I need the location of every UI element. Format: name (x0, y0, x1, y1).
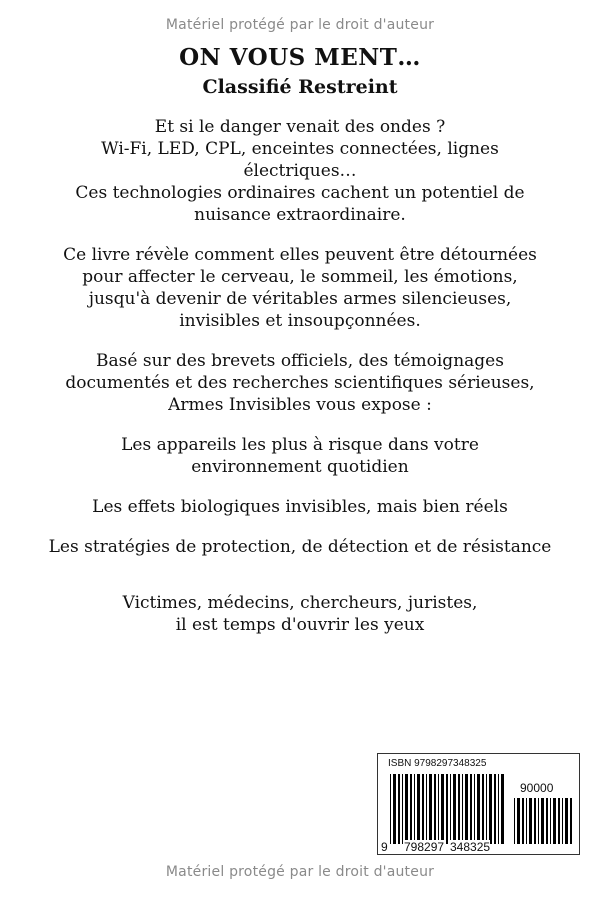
text-line: invisibles et insoupçonnées. (179, 311, 421, 331)
barcode-digit-first: 9 (381, 840, 388, 854)
barcode-stripe (529, 798, 532, 844)
text-line: pour affecter le cerveau, le sommeil, les émotions, (82, 267, 518, 287)
barcode-stripe (426, 774, 427, 844)
barcode-stripe (450, 774, 451, 844)
paragraph-sources (40, 350, 560, 416)
barcode-stripe (570, 798, 572, 844)
barcode-stripe (553, 798, 556, 844)
text-line: Armes Invisibles vous expose : (168, 395, 432, 415)
book-title: ON VOUS MENT… (179, 44, 421, 71)
barcode-stripe (498, 774, 499, 844)
barcode-stripe (514, 798, 515, 844)
copyright-watermark-top: Matériel protégé par le droit d'auteur (165, 17, 435, 33)
paragraph-point-devices (40, 434, 560, 478)
paragraph-point-strategies (40, 536, 560, 558)
text-line: documentés et des recherches scientifiques sérieuses, (65, 373, 535, 393)
main-barcode-bars (390, 774, 504, 844)
barcode-stripe (494, 774, 496, 844)
price-code: 90000 (520, 781, 554, 795)
barcode-stripe (441, 774, 444, 844)
barcode-stripe (558, 798, 560, 844)
book-subtitle: Classifié Restreint (202, 76, 398, 98)
barcode-stripe (534, 798, 536, 844)
barcode-stripe (398, 774, 400, 844)
text-line: Victimes, médecins, chercheurs, juristes, (122, 593, 478, 613)
barcode-stripe (446, 774, 448, 844)
barcode-digit-group1: 798297 (404, 840, 445, 854)
barcode-stripe (522, 798, 524, 844)
paragraph-intro (40, 116, 560, 226)
barcode-stripe (462, 774, 463, 844)
barcode-stripe (414, 774, 415, 844)
barcode-stripe (550, 798, 551, 844)
barcode-stripe (565, 798, 568, 844)
barcode-stripe (489, 774, 492, 844)
barcode-stripe (482, 774, 484, 844)
text-line: jusqu'à devenir de véritables armes silencieuses, (88, 289, 512, 309)
barcode-stripe (405, 774, 408, 844)
barcode-stripe (501, 774, 504, 844)
barcode-stripe (429, 774, 432, 844)
text-line: Les stratégies de protection, de détection et de résistance (48, 537, 552, 557)
text-line: il est temps d'ouvrir les yeux (175, 615, 425, 635)
copyright-watermark-bottom: Matériel protégé par le droit d'auteur (165, 864, 435, 880)
barcode-bars (378, 754, 579, 854)
back-cover-text (40, 116, 560, 636)
paragraph-point-effects (40, 496, 560, 518)
barcode-stripe (474, 774, 475, 844)
text-line: Wi-Fi, LED, CPL, enceintes connectées, lignes (101, 139, 499, 159)
text-line: Ce livre révèle comment elles peuvent être détournées (63, 245, 537, 265)
barcode-digit-group2: 348325 (450, 840, 491, 854)
barcode-stripe (410, 774, 412, 844)
barcode-stripe (541, 798, 544, 844)
isbn-barcode (377, 753, 580, 855)
barcode-stripe (417, 774, 420, 844)
text-line: Et si le danger venait des ondes ? (154, 117, 446, 137)
barcode-stripe (546, 798, 548, 844)
text-line: Basé sur des brevets officiels, des témoignages (96, 351, 504, 371)
barcode-stripe (465, 774, 468, 844)
barcode-stripe (477, 774, 480, 844)
barcode-stripe (438, 774, 439, 844)
barcode-stripe (517, 798, 520, 844)
text-line: nuisance extraordinaire. (194, 205, 406, 225)
barcode-stripe (526, 798, 527, 844)
paragraph-closing (40, 592, 560, 636)
text-line: Les effets biologiques invisibles, mais bien réels (92, 497, 508, 517)
isbn-label: ISBN 9798297348325 (388, 758, 487, 769)
text-line: Ces technologies ordinaires cachent un potentiel de (75, 183, 525, 203)
text-line: environnement quotidien (191, 457, 409, 477)
addon-barcode-bars (514, 798, 572, 844)
barcode-stripe (470, 774, 472, 844)
text-line: Les appareils les plus à risque dans votre (121, 435, 479, 455)
barcode-stripe (458, 774, 460, 844)
barcode-stripe (453, 774, 456, 844)
barcode-stripe (422, 774, 424, 844)
barcode-stripe (434, 774, 436, 844)
barcode-stripe (393, 774, 396, 844)
barcode-stripe (486, 774, 487, 844)
barcode-stripe (390, 774, 391, 844)
text-line: électriques… (243, 161, 357, 181)
barcode-stripe (562, 798, 563, 844)
barcode-stripe (538, 798, 539, 844)
paragraph-reveal (40, 244, 560, 332)
barcode-stripe (402, 774, 403, 844)
